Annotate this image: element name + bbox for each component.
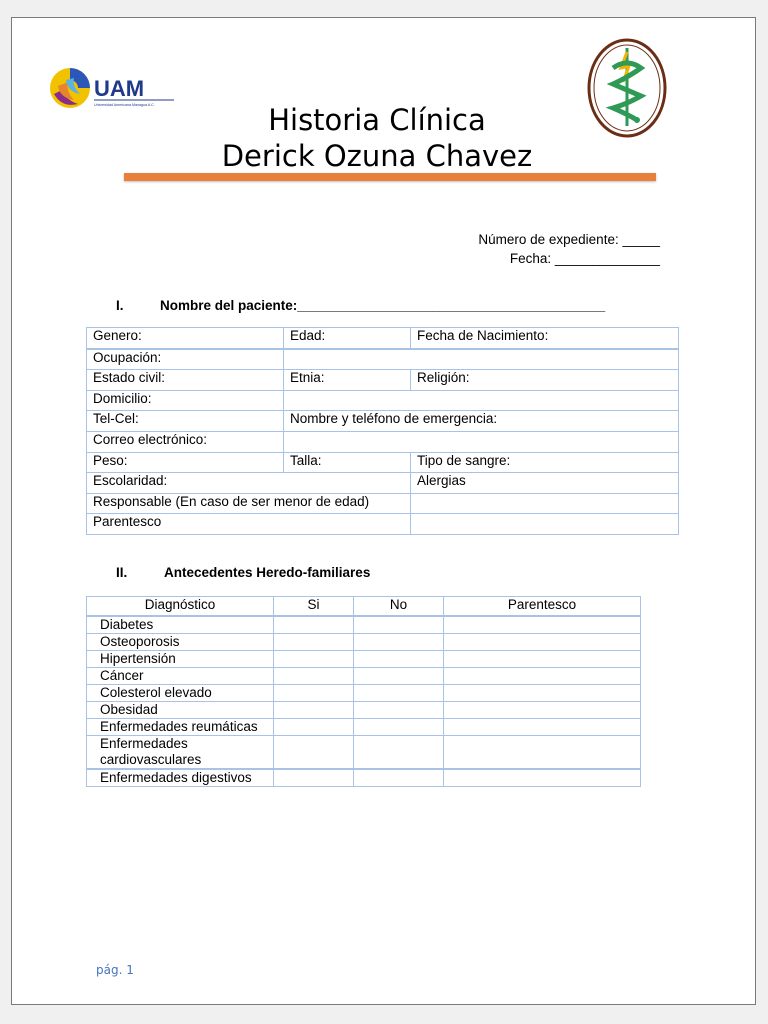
emergencia-cell: Nombre y teléfono de emergencia: [284,411,679,432]
header-diagnostico: Diagnóstico [87,597,274,617]
ocupacion-cell: Ocupación: [87,349,284,370]
diagnosis-cell: Cáncer [87,668,274,685]
religion-cell: Religión: [411,370,679,391]
si-cell [274,736,354,770]
si-cell [274,769,354,787]
no-cell [354,651,444,668]
table-header-row [87,597,641,617]
tel-cel-cell: Tel-Cel: [87,411,284,432]
tipo-sangre-cell: Tipo de sangre: [411,452,679,473]
table-row [87,431,679,452]
parentesco-cell [444,668,641,685]
table-row [87,685,641,702]
no-cell [354,702,444,719]
section-1-number: I. [116,298,124,313]
uam-logo-text: UAM [94,76,145,101]
title-divider [124,173,656,181]
no-cell [354,719,444,736]
parentesco-cell [444,769,641,787]
document-title: Historia Clínica [268,103,486,137]
si-cell [274,702,354,719]
si-cell [274,616,354,634]
uam-logo-subtext: Universidad Americana Managua A.C. [94,103,155,107]
parentesco-cell [444,616,641,634]
table-row [87,493,679,514]
diagnosis-cell: Osteoporosis [87,634,274,651]
table-row [87,390,679,411]
table-row [87,668,641,685]
diagnosis-cell: Colesterol elevado [87,685,274,702]
diagnosis-cell: Obesidad [87,702,274,719]
table-row [87,719,641,736]
peso-cell: Peso: [87,452,284,473]
table-row [87,514,679,535]
table-row [87,769,641,787]
table-row [87,473,679,494]
no-cell [354,736,444,770]
header-parentesco: Parentesco [444,597,641,617]
table-row [87,411,679,432]
antecedentes-table [86,596,641,787]
section-2-number: II. [116,565,128,580]
section-1-heading [116,298,605,313]
no-cell [354,769,444,787]
domicilio-value [284,390,679,411]
si-cell [274,651,354,668]
parentesco-cell [444,634,641,651]
table-row [87,370,679,391]
table-row [87,651,641,668]
diagnosis-cell: Enfermedades reumáticas [87,719,274,736]
parentesco-cell [444,702,641,719]
escolaridad-cell: Escolaridad: [87,473,411,494]
table-row [87,616,641,634]
no-cell [354,634,444,651]
estado-civil-cell: Estado civil: [87,370,284,391]
si-cell [274,668,354,685]
parentesco-cell [444,719,641,736]
section-1-label: Nombre del paciente:_________________________________________ [160,298,606,313]
section-2-heading [116,565,370,580]
parentesco-value [411,514,679,535]
responsable-value [411,493,679,514]
table-row [87,349,679,370]
ocupacion-value [284,349,679,370]
parentesco-cell [444,736,641,770]
no-cell [354,616,444,634]
fecha-nacimiento-cell: Fecha de Nacimiento: [411,328,679,349]
patient-name-title: Derick Ozuna Chavez [221,139,533,173]
alergias-cell: Alergias [411,473,679,494]
header-no: No [354,597,444,617]
table-row [87,736,641,770]
domicilio-cell: Domicilio: [87,390,284,411]
talla-cell: Talla: [284,452,411,473]
diagnosis-cell: Enfermedades cardiovasculares [87,736,274,770]
parentesco-cell [444,651,641,668]
si-cell [274,634,354,651]
diagnosis-cell: Diabetes [87,616,274,634]
si-cell [274,719,354,736]
table-row [87,328,679,349]
si-cell [274,685,354,702]
page-number: pág. 1 [96,963,134,977]
record-date: Fecha: ______________ [509,251,660,266]
genero-cell: Genero: [87,328,284,349]
correo-cell: Correo electrónico: [87,431,284,452]
correo-value [284,431,679,452]
etnia-cell: Etnia: [284,370,411,391]
patient-info-table [86,327,679,535]
diagnosis-cell: Enfermedades digestivos [87,769,274,787]
no-cell [354,685,444,702]
expediente-number: Número de expediente: _____ [478,232,660,247]
edad-cell: Edad: [284,328,411,349]
responsable-cell: Responsable (En caso de ser menor de edad) [87,493,411,514]
table-row [87,634,641,651]
table-row [87,702,641,719]
parentesco-cell [444,685,641,702]
header-si: Si [274,597,354,617]
no-cell [354,668,444,685]
parentesco-cell: Parentesco [87,514,411,535]
table-row [87,452,679,473]
diagnosis-cell: Hipertensión [87,651,274,668]
section-2-label: Antecedentes Heredo-familiares [164,565,371,580]
document-page [11,17,756,1005]
